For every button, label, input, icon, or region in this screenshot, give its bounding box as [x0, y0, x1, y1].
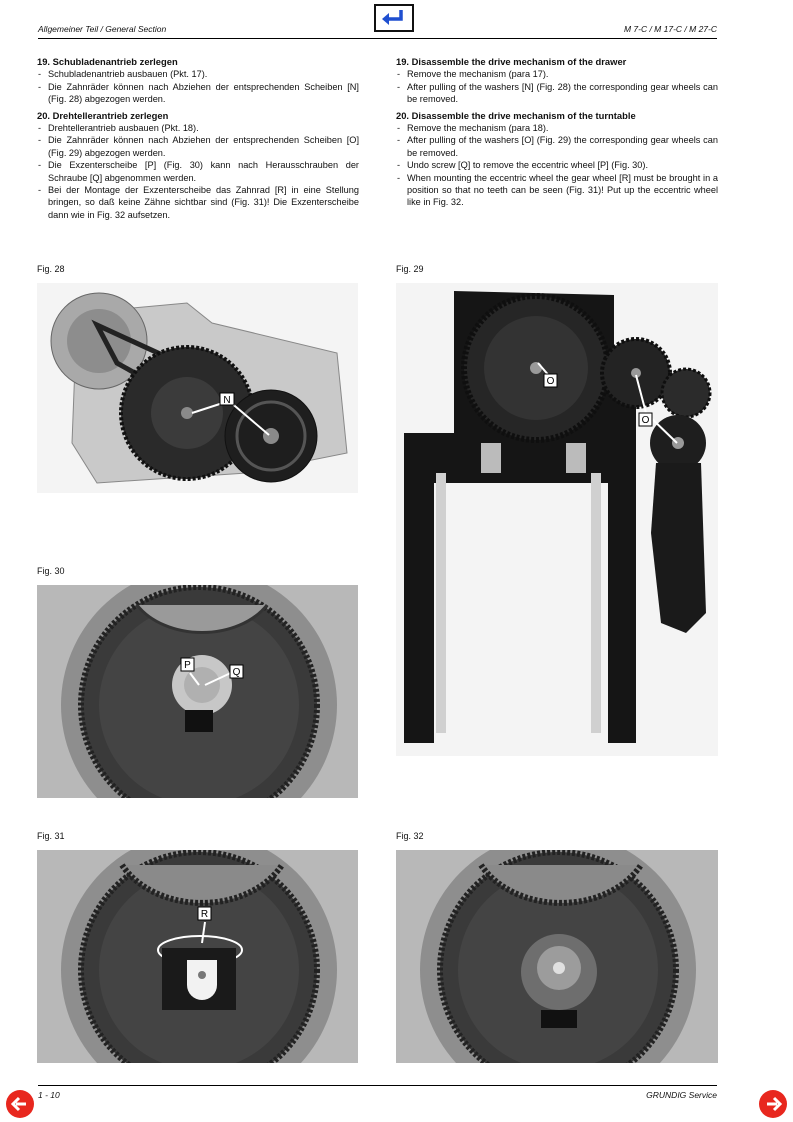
list-item: - Drehtellerantrieb ausbauen (Pkt. 18). — [37, 122, 359, 134]
fig-31-photo — [37, 850, 358, 1063]
return-arrow-icon — [379, 7, 409, 29]
section-19-en — [396, 56, 718, 106]
label-p: P — [184, 660, 191, 671]
label-o-1: O — [546, 376, 555, 387]
list-item: - Die Zahnräder können nach Abziehen der entsprechenden Scheiben [O] (Fig. 29) abgezogen werden. — [37, 134, 359, 159]
list-item: - Undo screw [Q] to remove the eccentric wheel [P] (Fig. 30). — [396, 159, 718, 171]
fig-30-caption: Fig. 30 — [37, 566, 65, 576]
previous-page-button[interactable] — [6, 1090, 34, 1118]
section-title: 19. Schubladenantrieb zerlegen — [37, 56, 178, 67]
next-page-button[interactable] — [759, 1090, 787, 1118]
list-item: - After pulling of the washers [O] (Fig. 29) the corresponding gear wheels can be removed. — [396, 134, 718, 159]
left-arrow-icon — [11, 1095, 29, 1113]
fig-29-caption: Fig. 29 — [396, 264, 424, 274]
label-q: Q — [232, 667, 241, 678]
list-item: - Die Exzenterscheibe [P] (Fig. 30) kann nach Herausschrauben der Schraube [Q] abgenommen werden. — [37, 159, 359, 184]
fig-31-caption: Fig. 31 — [37, 831, 65, 841]
section-title: 20. Drehtellerantrieb zerlegen — [37, 109, 169, 121]
list-item: - After pulling of the washers [N] (Fig. 28) the corresponding gear wheels can be removed. — [396, 81, 718, 106]
list-item: - Die Zahnräder können nach Abziehen der entsprechenden Scheiben [N] (Fig. 28) abgezogen werden. — [37, 81, 359, 106]
page-number: 1 - 10 — [38, 1090, 60, 1100]
header-model-numbers: M 7-C / M 17-C / M 27-C — [623, 24, 717, 34]
header-section-title: Allgemeiner Teil / General Section — [38, 24, 167, 34]
footer-brand: GRUNDIG Service — [646, 1090, 717, 1100]
fig-30-photo — [37, 585, 358, 798]
section-20-de — [37, 110, 359, 222]
label-r: R — [200, 909, 209, 920]
section-title: 20. Disassemble the drive mechanism of the turntable — [396, 109, 636, 121]
list-item: - Schubladenantrieb ausbauen (Pkt. 17). — [37, 68, 359, 80]
list-item: - Remove the mechanism (para 17). — [396, 68, 718, 80]
label-o-2: O — [641, 415, 650, 426]
section-title: 19. Disassemble the drive mechanism of the drawer — [396, 56, 627, 67]
footer-divider — [38, 1085, 717, 1086]
section-19-de — [37, 56, 359, 106]
list-item: - Bei der Montage der Exzenterscheibe das Zahnrad [R] in eine Stellung bringen, so daß keine Zähne sichtbar sind (Fig. 31)! Die Exzenterscheibe dann wie in Fig. 32 aufsetzen. — [37, 184, 359, 221]
list-item: - Remove the mechanism (para 18). — [396, 122, 718, 134]
fig-28-caption: Fig. 28 — [37, 264, 65, 274]
back-button[interactable] — [374, 4, 414, 32]
german-column — [37, 56, 359, 225]
right-arrow-icon — [764, 1095, 782, 1113]
english-column — [396, 56, 718, 213]
fig-28-photo — [37, 283, 358, 493]
label-n: N — [223, 395, 231, 406]
section-20-en — [396, 110, 718, 209]
fig-32-photo — [396, 850, 718, 1063]
header-divider — [38, 38, 717, 39]
fig-29-photo — [396, 283, 718, 756]
fig-32-caption: Fig. 32 — [396, 831, 424, 841]
list-item: - When mounting the eccentric wheel the gear wheel [R] must be brought in a position so that no teeth can be seen (Fig. 31)! Put up the eccentric wheel like in Fig. 32. — [396, 172, 718, 209]
